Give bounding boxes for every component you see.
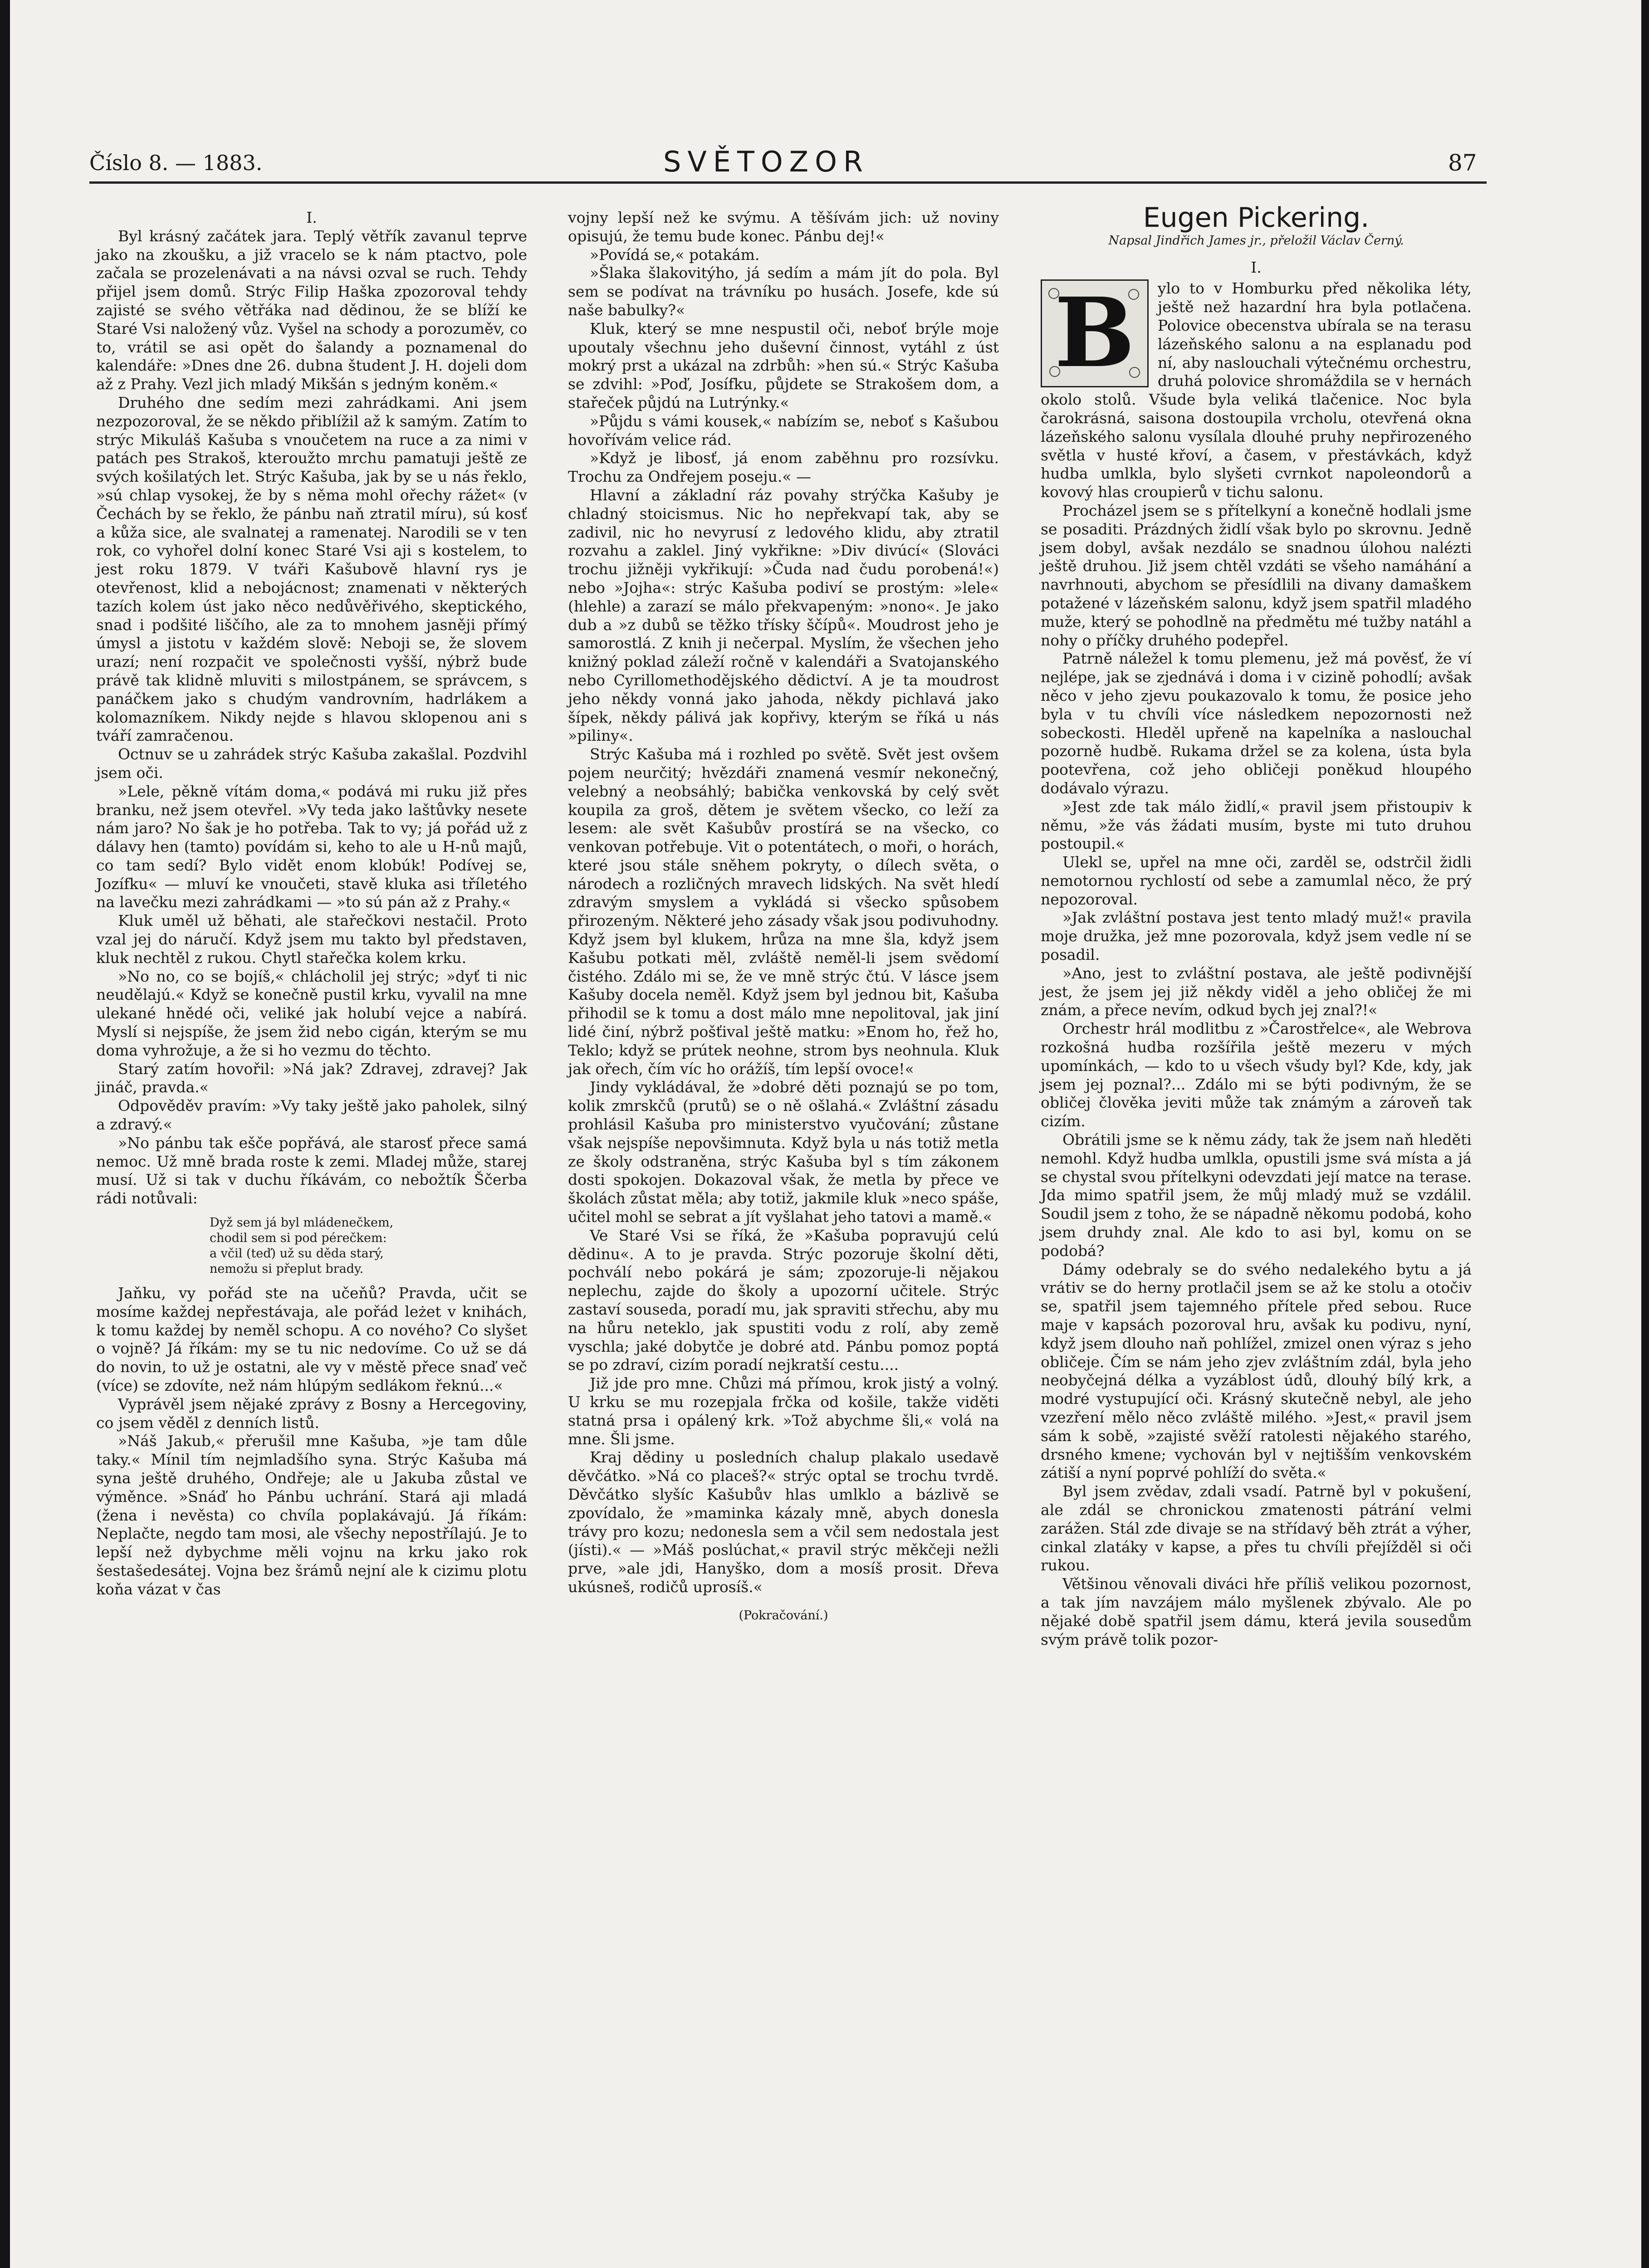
paragraph: ylo to v Homburku před několika léty, ještě než hazardní hra byla potlačena. Polovice obecenstva ubírala se na terasu lázeňského salonu a na esplanadu pod ní, aby naslouchali výtečnému orchestru, druhá polovice shromáždila se v hernách okolo stolů. Všude byla veliká tlačenice. Noc byla čarokrásná, saisona dostoupila vrcholu, otevřená okna lázeňského salonu vysílala dlouhé pruhy nepřirozeného světla v husté křoví, a časem, v přestávkách, když hudba umlkla, bylo slyšeti cvrnkot napoleondorů a kovový hlas croupierů v tichu salonu. [1041,279,1472,501]
paragraph: Již jde pro mne. Chůzi má přímou, krok jistý a volný. U krku se mu rozepjala frčka od košile, takže viděti statná prsa i opálený krk. »Tož abychme šli,« volá na mne. Šli jsme. [568,1374,999,1448]
paragraph: Byl krásný začátek jara. Teplý větřík zavanul teprve jako na zkoušku, a již vracelo se k nám ptactvo, pole začala se prozelenávati a na návsi ozval se ruch. Tehdy přijel jsem domů. Strýc Filip Haška zpozoroval tehdy zajisté se svého větřáka nad dědinou, že se blíží ke Staré Vsi naložený vůz. Vyšel na schody a porozuměv, co to, vrátil se asi opět do šalandy a poznamenal do kalendáře: »Dnes dne 26. dubna študent J. H. dojeli dom až z Prahy. Vezl jich mladý Mikšán s jedným koněm.« [96,227,527,393]
poem-line: Dyž sem já byl mládenečkem, [210,1216,394,1230]
section-number: I. [1251,258,1262,276]
newspaper-page [10,0,1641,2268]
paragraph: »Ano, jest to zvláštní postava, ale ještě podivnější jest, že jsem jej již někdy viděl a jeho obličej že mi znám, a přece nevím, odkud bych jej znal?!« [1041,964,1472,1019]
paragraph: Starý zatím hovořil: »Ná jak? Zdravej, zdravej? Jak jináč, pravda.« [96,1060,527,1096]
paragraph: Druhého dne sedím mezi zahrádkami. Ani jsem nezpozoroval, že se někdo přiblížil až k samým. Zatím to strýc Mikuláš Kašuba s vnoučetem na ruce a za nimi v patách pes Strakoš, kteroužto mrchu pamatuji ještě ze svých košilatých let. Strýc Kašuba, jak by se u nás řeklo, »sú chlap vysokej, že by s něma mohl ořechy rážet« (v Čechách by se řeklo, že pánbu naň ztratil míru), sú kosť a kůža sice, ale svalnatej a ramenatej. Narodili se v ten rok, co vyhořel dolní konec Staré Vsi aji s kostelem, to jest roku 1879. V tváři Kašubově hlavní rys je otevřenost, klid a nebojácnost; znamenati v některých tazích kolem úst jako něco nedůvěřivého, skeptického, snad i podšité liščího, ale za to mnohem jasněji přímý úmysl a jistotu v každém slově: Neboji se, že slovem urazí; není rozpačit ve společnosti vyšší, nýbrž bude právě tak klidně mluviti s milostpánem, se správcem, s panáčkem jako s chudým vandrovním, hadrlákem a kolomazníkem. Nikdy nejde s hlavou sklopenou ani s tváří zamračenou. [96,393,527,745]
paragraph: »Jak zvláštní postava jest tento mladý muž!« pravila moje družka, jež mne pozorovala, když jsem vedle ní se posadil. [1041,909,1472,964]
paragraph: Ulekl se, upřel na mne oči, zarděl se, odstrčil židli nemotornou rychlostí od sebe a zamumlal něco, že prý nepozoroval. [1041,853,1472,908]
issue-number: Číslo 8. — 1883. [89,151,263,175]
paragraph: Jindy vykládával, že »dobré děti poznajú se po tom, kolik zmrskčů (prutů) se o ně ošlahá.« Zvláštní zásadu prohlásil Kašuba pro ministerstvo vyučování; zůstane však nejspíše nepovšimnuta. Když byla u nás totiž metla ze školy odstraněna, strýc Kašuba byl s tím zákonem dosti spokojen. Dokazoval však, že metla by přece ve školách zůstat měla; aby totiž, jakmile kluk »neco spáše, učitel mohl se sebrat a jít vyšlahat jeho tatovi a mamě.« [568,1078,999,1226]
paragraph: Procházel jsem se s přítelkyní a konečně hodlali jsme se posaditi. Prázdných židlí však bylo po skrovnu. Jedně jsem dobyl, avšak nezdálo se snadnou úlohou nalézti ještě druhou. Již jsem chtěl vzdáti se všeho namáhání a navrhnouti, abychom se přesídlili na divany damaškem potažené v lázeňském salonu, když jsem spatřil mladého muže, který se pohodlně na předmětu mé tužby natáhl a nohy o příčky druhého podepřel. [1041,501,1472,649]
paragraph: Orchestr hrál modlitbu z »Čarostřelce«, ale Webrova rozkošná hudba rozšířila ještě mezeru v mých upomínkách, — kdo to u všech všudy byl? Kde, kdy, jak jsem jej poznal?... Zdálo mi se býti podivným, že se obličej člověka jeviti může tak známým a zároveň tak cizím. [1041,1020,1472,1130]
scan-border-left [0,0,10,2268]
paragraph: Obrátili jsme se k němu zády, tak že jsem naň hleděti nemohl. Když hudba umlkla, opustili jsme svá místa a já se chystal svou přítelkyni odevzdati její matce na terase. Jda mimo spatřil jsem, že můj mladý muž se vzdálil. Soudil jsem z toho, že se nápadně někomu podobá, koho jsem druhdy znal. Ale kdo to asi byl, komu on se podobá? [1041,1131,1472,1260]
paragraph: »No pánbu tak ešče popřává, ale starosť přece samá nemoc. Už mně brada roste k zemi. Mladej může, starej musí. Už si tak v duchu říkávám, co nebožtík Ščerba rádi notůvali: [96,1134,527,1207]
paragraph: »Půjdu s vámi kousek,« nabízím se, neboť s Kašubou hovořívám velice rád. [568,412,999,449]
poem-line: nemožu si přeplut brady. [210,1262,364,1276]
paragraph: Ve Staré Vsi se říká, že »Kašuba popravujú celú dědinu«. A to je pravda. Strýc pozoruje školní děti, pochválí nebo pokárá je sám; zpozoruje-li nějakou neplechu, zajde do školy a upozorní učitele. Strýc zastaví souseda, poradí mu, jak spraviti střechu, aby mu na hůru neteklo, jak spustiti vodu z rolí, aby země vyschla; jaké dobytče je dobré atd. Pánbu pomoz poptá se po zdraví, cizím poradí nejkratší cestu.... [568,1226,999,1374]
poem-line: a včil (teď) už su děda starý, [210,1246,384,1261]
paragraph: Odpověděv pravím: »Vy taky ještě jako paholek, silný a zdravý.« [96,1097,527,1134]
paragraph: Strýc Kašuba má i rozhled po světě. Svět jest ovšem pojem neurčitý; hvězdáři znamená vesmír nekonečný, velebný a neobsáhlý; babička venkovská by celý svět koupila za groš, dětem je světem všecko, co leží za lesem: ale svět Kašubův prostírá se na všecko, co venkovan potřebuje. Vit o potentátech, o moři, o horách, které jsou stále sněhem pokryty, o dílech světa, o národech a rozličných mravech lidských. Na svět hledí zdravým smyslem a vykládá si všecko spůsobem přirozeným. Některé jeho zásady však jsou podivuhodny. Když jsem byl klukem, hrůza na mne šla, když jsem Kašubu potkati měl, zvláště neměl-li jsem svědomí čistého. Zdálo mi se, že ve mně strýc čtú. V lásce jsem Kašuby docela neměl. Když jsem byl jednou bit, Kašuba přihodil se k tomu a dost málo mne nepolitoval, jak jiní lidé činí, nýbrž pošťival ještě matku: »Enom ho, řež ho, Teklo; když se prútek neohne, strom bys neohnula. Kluk jak ořech, čím víc ho orážíš, tím lepší ovoce!« [568,745,999,1078]
paragraph: Hlavní a základní ráz povahy strýčka Kašuby je chladný stoicismus. Nic ho nepřekvapí tak, aby se zadivil, nic ho nevyrusí z ledového klidu, aby ztratil rozvahu a zaklel. Jiný vykřikne: »Div divúcí« (Slováci trochu jižněji vykřikují: »Čuda nad čudu porobená!«) nebo »Jojha«: strýc Kašuba podiví se prostým: »lele« (hlehle) a zarazí se málo překvapeným: »nono«. Je jako dub a »z dubů se těžko třísky ščípů«. Moudrost jeho je samorostlá. Z knih ji nečerpal. Myslím, že všechen jeho knižný poklad záleží ročně v kalendáři a Svatojanského nebo Cyrillomethodějského dědictví. A je ta moudrost jeho někdy vonná jako jahoda, někdy pichlavá jako šípek, někdy pálivá jak kopřivy, kterým se říká u nás »piliny«. [568,486,999,745]
masthead-title: SVĚTOZOR [663,145,869,178]
paragraph: Dámy odebraly se do svého nedalekého bytu a já vrátiv se do herny protlačil jsem se až ke stolu a otočiv se, spatřil jsem tajemného přítele před sebou. Ruce maje v kapsách pozoroval hru, avšak ku podivu, nyní, když jsem dlouho naň pohlížel, zmizel onen výraz s jeho obličeje. Čím se nám jeho zjev zvláštním zdál, byla jeho neobyčejná délka a vyzáblost údů, dlouhý bílý krk, a modré vystupující oči. Krásný skutečně nebyl, ale jeho vzezření mělo něco zvláště milého. »Jest,« pravil jsem sám k sobě, »zajisté svěží ratolesti nějakého starého, drsného kmene; vychován byl v nejtišším venkovském zátiší a nyní poprvé pohlíží do světa.« [1041,1260,1472,1482]
paragraph: Octnuv se u zahrádek strýc Kašuba zakašlal. Pozdvihl jsem oči. [96,745,527,782]
paragraph: Byl jsem zvědav, zdali vsadí. Patrně byl v pokušení, ale zdál se chronickou zmatenosti pátrání velmi zarážen. Stál zde divaje se na střídavý běh ztrát a výher, cinkal zlatáky v kapse, a přes tu chvíli přejížděl si oči rukou. [1041,1482,1472,1574]
column-2 [568,209,999,1625]
paragraph: »Náš Jakub,« přerušil mne Kašuba, »je tam důle taky.« Mínil tím nejmladšího syna. Strýc Kašuba má syna ještě druhého, Ondřeje; ale u Jakuba zůstal ve výměnce. »Snáď ho Pánbu uchrání. Stará aji mladá (žena i nevěsta) co chvíla poplakávajú. Já říkám: Neplačte, negdo tam mosi, ale všechy nepostřílajú. Je to lepší než dybychme měli vojnu na krku jako rok šestašedesátej. Vojna bez šrámů nejní ale k cizimu plotu koňa vázat v čas [96,1432,527,1598]
paragraph: »Lele, pěkně vítám doma,« podává mi ruku již přes branku, než jsem otevřel. »Vy teda jako laštůvky nesete nám jaro? No šak je ho potřeba. Tak to vy; já pořád už z dálavy hen (tamto) povídám si, keho to ale u H-nů majů, co tam sedí? Bylo vidět enom klobúk! Podívej se, Jozífku« — mluví ke vnoučeti, stavě kluka asi tříletého na lavečku mezi zahrádkami — »to sú pán až z Prahy.« [96,782,527,911]
paragraph: »Jest zde tak málo židlí,« pravil jsem přistoupiv k němu, »že vás žádati musím, byste mi tuto druhou postoupil.« [1041,797,1472,853]
page-number: 87 [1448,150,1477,176]
story-title: Eugen Pickering. [1143,202,1370,234]
page-header [10,145,1641,186]
story-byline: Napsal Jindřich James jr., přeložil Václav Černý. [1108,233,1404,248]
section-number: I. [306,209,317,226]
paragraph: Patrně náležel k tomu plemenu, jež má pověsť, že ví nejlépe, jak se zjednává i doma i v cizině pohodlí; avšak něco v jeho zjevu poukazovalo k tomu, že posice jeho byla v tu chvíli více následkem nepozornosti než sobeckosti. Hleděl upřeně na kapelníka a naslouchal pozorně hudbě. Rukama držel se za kolena, ústa byla pootevřena, což jeho obličeji poněkud hloupého dodávalo výrazu. [1041,650,1472,797]
paragraph: Kraj dědiny u posledních chalup plakalo usedavě děvčátko. »Ná co placeš?« strýc optal se trochu tvrdě. Děvčátko slyšíc Kašubův hlas umlklo a bázlivě se zpovídalo, že »maminka kázaly mně, abych donesla trávy pro kozu; nedonesla sem a včil sem nedostala jest (jísti).« — »Máš poslúchat,« pravil strýc měkčeji nežli prve, »ale jdi, Hanyško, dom a mosíš prosit. Dřeva ukúsneš, rodičů uprosíš.« [568,1448,999,1596]
paragraph: Jaňku, vy pořád ste na učeňů? Pravda, učit se mosíme každej nepřestávaja, ale pořád leżet v knihách, k tomu každej by neměl schopu. A co nového? Co slyšet o vojně? Já říkám: my se tu nic nedovíme. Co už se dá do novin, to už je ostatni, ale vy v městě přece snaď več (více) se zdovíte, než nám hlúpým sedlákom řeknú...« [96,1284,527,1395]
drop-cap-ornament [1041,279,1149,387]
paragraph: »Povídá se,« potakám. [590,245,760,264]
continuation-note: (Pokračování.) [739,1608,828,1623]
poem-line: chodil sem si pod pérečkem: [210,1231,387,1246]
column-3 [1041,202,1472,1649]
paragraph: Kluk, který se mne nespustil oči, neboť brýle moje upoutaly všechnu jeho duševní činnost, vytáhl z úst mokrý prst a ukázal na zdrbůh: »hen sú.« Strýc Kašuba se zdvihl: »Poď, Josífku, půjdete se Strakošem dom, a stařeček půjdú na Lutrýnky.« [568,319,999,411]
paragraph: »Když je libosť, já enom zaběhnu pro rozsívku. Trochu za Ondřejem poseju.« — [568,449,999,486]
column-1 [96,209,527,1599]
poem-verse [210,1215,527,1277]
paragraph: Kluk uměl už běhati, ale stařečkovi nestačil. Proto vzal jej do náručí. Když jsem mu takto byl představen, kluk nechtěl z rukou. Chytl stařečka kolem krku. [96,912,527,967]
paragraph: vojny lepší než ke svýmu. A těšívám jich: už noviny opisujú, že temu bude konec. Pánbu dej!« [568,209,999,245]
scan-border-right [1641,0,1649,2268]
drop-cap [1041,277,1150,389]
paragraph: Vyprávěl jsem nějaké zprávy z Bosny a Hercegoviny, co jsem věděl z denních listů. [96,1395,527,1432]
drop-cap-letter: B [1054,277,1135,389]
paragraph: »No no, co se bojíš,« chlácholil jej strýc; »dyť ti nic neudělajú.« Když se konečně pustil krku, vyvalil na mne ulekané hnědé oči, veliké jak holubí vejce a nabírá. Myslí si nejspíše, že jsem žid nebo cigán, kterým se mu doma vyhrožuje, a že si ho vezmu do těchto. [96,967,527,1059]
paragraph: »Šlaka šlakovitýho, já sedím a mám jít do pola. Byl sem se podívat na trávníku po husách. Josefe, kde sú naše babulky?« [568,264,999,319]
paragraph: Většinou věnovali diváci hře příliš velikou pozornost, a tak jím navzájem málo myšlenek zbývalo. Ale po nějaké době spatřil jsem dámu, která jevila sousedům svým právě tolik pozor- [1041,1575,1472,1648]
header-rule [89,181,1487,184]
